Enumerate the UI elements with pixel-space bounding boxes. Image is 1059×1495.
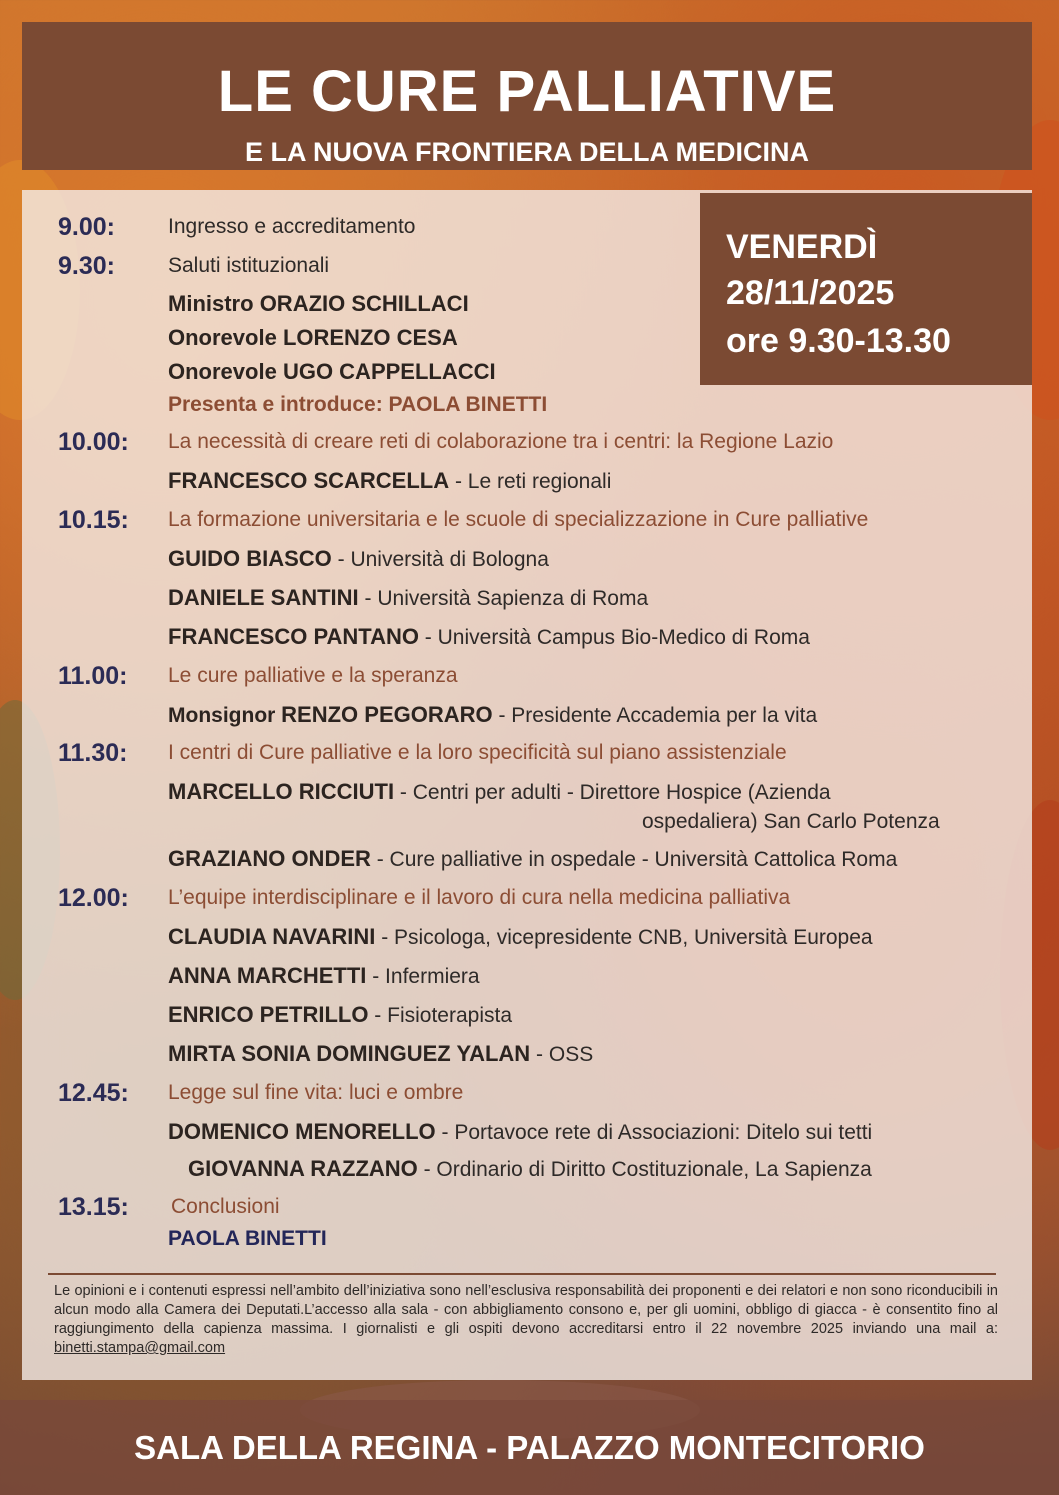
speaker-line (168, 464, 611, 499)
venue-label: SALA DELLA REGINA - PALAZZO MONTECITORIO (134, 1429, 925, 1466)
venue-footer (0, 1400, 1059, 1495)
event-day: VENERDÌ (726, 228, 878, 266)
time-label: 13.15: (58, 1193, 129, 1221)
speaker-name: GUIDO BIASCO (168, 546, 332, 571)
program-row (0, 1152, 1059, 1186)
speaker-title: Ministro (168, 291, 254, 316)
program-row (0, 1222, 1059, 1256)
page-title: LE CURE PALLIATIVE (217, 59, 837, 124)
program-row (0, 736, 1059, 770)
time-label: 12.00: (58, 884, 129, 912)
speaker-name: GIOVANNA RAZZANO (188, 1156, 418, 1181)
speaker-name: ANNA MARCHETTI (168, 963, 367, 988)
disclaimer (54, 1282, 998, 1358)
program-row (0, 287, 1059, 321)
speaker-line (168, 321, 458, 355)
time-label: 12.45: (58, 1079, 129, 1107)
speaker-line (168, 1115, 872, 1150)
presenter-line: Presenta e introduce: PAOLA BINETTI (168, 393, 548, 416)
speaker-name: CLAUDIA NAVARINI (168, 924, 376, 949)
program-row (0, 998, 1059, 1032)
speaker-name: RENZO PEGORARO (281, 702, 493, 727)
program-row (0, 959, 1059, 993)
speaker-line (168, 959, 480, 994)
speaker-line (168, 581, 648, 616)
speaker-line (168, 998, 512, 1033)
session-topic: La necessità di creare reti di colaborazione tra i centri: la Regione Lazio (168, 430, 834, 453)
divider (48, 1273, 996, 1275)
speaker-name: UGO CAPPELLACCI (282, 359, 496, 384)
speaker-role: - OSS (530, 1043, 594, 1066)
speaker-name: MARCELLO RICCIUTI (168, 779, 395, 804)
program-row (0, 1190, 1059, 1224)
program-row (0, 881, 1059, 915)
speaker-line (168, 542, 549, 577)
speaker-line (168, 1037, 593, 1072)
speaker-role: - Ordinario di Diritto Costituzionale, La Sapienza (417, 1158, 872, 1181)
speaker-role: - Fisioterapista (368, 1004, 512, 1027)
program-row (0, 659, 1059, 693)
session-topic: L’equipe interdisciplinare e il lavoro di cura nella medicina palliativa (168, 886, 791, 909)
event-hours: ore 9.30-13.30 (726, 322, 951, 360)
speaker-name: GRAZIANO ONDER (168, 846, 371, 871)
program-row (0, 355, 1059, 389)
speaker-name: DOMENICO MENORELLO (168, 1119, 436, 1144)
session-topic: La formazione universitaria e le scuole di specializzazione in Cure palliative (168, 508, 869, 531)
speaker-line (188, 1152, 872, 1187)
program-row (0, 1076, 1059, 1110)
program-row (0, 920, 1059, 954)
time-label: 11.00: (58, 662, 128, 690)
speaker-name: FRANCESCO PANTANO (168, 624, 419, 649)
speaker-role: - Le reti regionali (449, 470, 612, 493)
program-row (0, 388, 1059, 422)
program-row (0, 1037, 1059, 1071)
press-email-link[interactable]: binetti.stampa@gmail.com (54, 1340, 226, 1356)
speaker-name: ENRICO PETRILLO (168, 1002, 369, 1027)
speaker-role: - Università Sapienza di Roma (358, 587, 649, 610)
time-label: 9.00: (58, 213, 115, 241)
speaker-name: FRANCESCO SCARCELLA (168, 468, 450, 493)
speaker-role: - Psicologa, vicepresidente CNB, Università Europea (375, 926, 873, 949)
speaker-role-continued: ospedaliera) San Carlo Potenza (642, 810, 940, 833)
session-topic: Le cure palliative e la speranza (168, 664, 458, 687)
program-row (0, 620, 1059, 654)
speaker-name: DANIELE SANTINI (168, 585, 359, 610)
program-row (0, 249, 1059, 283)
speaker-line (168, 842, 897, 877)
program-row (0, 1115, 1059, 1149)
event-date: 28/11/2025 (726, 274, 895, 312)
program-row (0, 698, 1059, 732)
speaker-role: - Centri per adulti - Direttore Hospice (Azienda (394, 781, 831, 804)
speaker-line (168, 698, 817, 733)
time-label: 10.00: (58, 428, 129, 456)
session-topic: Conclusioni (171, 1195, 280, 1218)
speaker-role: - Presidente Accademia per la vita (492, 704, 818, 727)
speaker-role: - Portavoce rete di Associazioni: Ditelo sui tetti (435, 1121, 873, 1144)
session-text: Ingresso e accreditamento (168, 215, 416, 238)
speaker-line (168, 287, 469, 321)
speaker-line (168, 620, 810, 655)
speaker-role: - Università di Bologna (331, 548, 549, 571)
program-row (0, 210, 1059, 244)
program-row (0, 464, 1059, 498)
program-row (0, 581, 1059, 615)
session-topic: I centri di Cure palliative e la loro specificità sul piano assistenziale (168, 741, 787, 764)
session-topic: Legge sul fine vita: luci e ombre (168, 1081, 464, 1104)
title-banner (22, 22, 1032, 170)
time-label: 9.30: (58, 252, 115, 280)
session-text: Saluti istituzionali (168, 254, 330, 277)
speaker-role: - Infermiera (366, 965, 480, 988)
speaker-title: Monsignor (168, 704, 276, 727)
time-label: 11.30: (58, 739, 128, 767)
speaker-role: - Cure palliative in ospedale - Università Cattolica Roma (370, 848, 898, 871)
page-subtitle: E LA NUOVA FRONTIERA DELLA MEDICINA (245, 137, 809, 167)
program-row (0, 805, 1059, 839)
speaker-name: PAOLA BINETTI (168, 1227, 327, 1250)
program-row (0, 842, 1059, 876)
program-row (0, 503, 1059, 537)
speaker-title: Onorevole (168, 359, 277, 384)
speaker-title: Onorevole (168, 325, 277, 350)
speaker-line (168, 920, 873, 955)
speaker-name: LORENZO CESA (282, 325, 458, 350)
program-row (0, 321, 1059, 355)
speaker-name: MIRTA SONIA DOMINGUEZ YALAN (168, 1041, 531, 1066)
disclaimer-text: Le opinioni e i contenuti espressi nell’ambito dell’iniziativa sono nell’esclusiva responsabilità dei proponenti e dei relatori e non sono riconducibili in alcun modo alla Camera dei Deputati.L’accesso alla sala - con abbigliamento consono e, per gli uomini, obbligo di giacca - è consentito fino al raggiungimento della capienza massima. I giornalisti e gli ospiti devono accreditarsi entro il 22 novembre 2025 inviando una mail a: (54, 1283, 998, 1337)
time-label: 10.15: (58, 506, 129, 534)
speaker-line (168, 355, 496, 389)
program-row (0, 775, 1059, 809)
program-row (0, 425, 1059, 459)
speaker-role: - Università Campus Bio-Medico di Roma (418, 626, 810, 649)
speaker-name: ORAZIO SCHILLACI (259, 291, 469, 316)
program-row (0, 542, 1059, 576)
